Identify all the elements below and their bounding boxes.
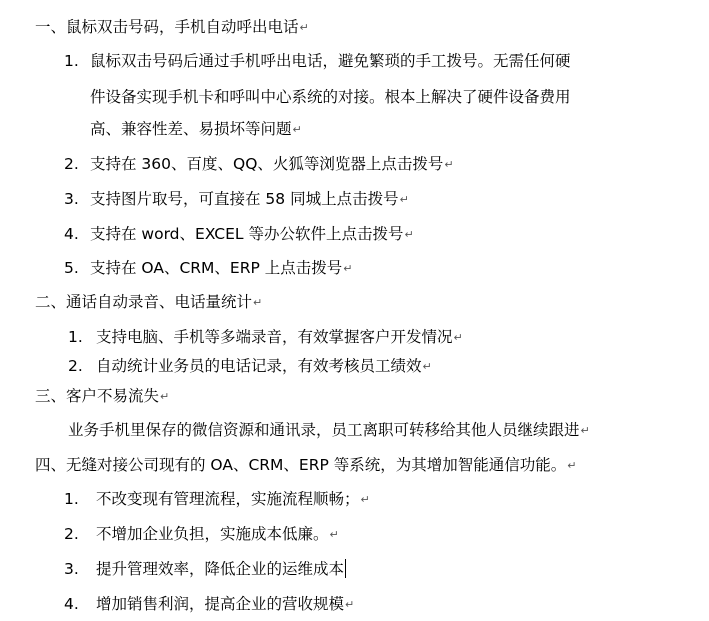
list-item-line	[96, 489, 370, 509]
body-paragraph	[68, 420, 590, 440]
body-text: 业务手机里保存的微信资源和通讯录，员工离职可转移给其他人员继续跟进	[68, 421, 580, 439]
list-item-text: 增加销售利润，提高企业的营收规模	[96, 595, 345, 613]
paragraph-mark-icon: ↵	[422, 360, 432, 373]
list-item-line	[96, 594, 354, 614]
section-1-heading	[35, 17, 309, 37]
paragraph-mark-icon: ↵	[399, 193, 409, 206]
paragraph-mark-icon: ↵	[253, 296, 263, 309]
list-number: 1.	[64, 52, 79, 70]
heading-text: 二、通话自动录音、电话量统计	[35, 293, 253, 311]
list-item-line	[96, 327, 463, 347]
list-item-line	[96, 356, 432, 376]
paragraph-mark-icon: ↵	[299, 21, 309, 34]
list-number: 2.	[64, 525, 79, 543]
list-number: 2.	[64, 155, 79, 173]
list-item-line	[90, 51, 571, 71]
list-item-text: 自动统计业务员的电话记录，有效考核员工绩效	[96, 357, 422, 375]
paragraph-mark-icon: ↵	[329, 528, 339, 541]
paragraph-mark-icon: ↵	[343, 262, 353, 275]
list-item-text: 支持在 OA、CRM、ERP 上点击拨号	[90, 259, 343, 277]
list-item-line	[96, 524, 339, 544]
list-number: 5.	[64, 259, 79, 277]
section-4-heading	[35, 455, 576, 475]
list-item-text: 支持在 word、EXCEL 等办公软件上点击拨号	[90, 225, 404, 243]
list-item-text: 支持图片取号，可直接在 58 同城上点击拨号	[90, 190, 399, 208]
section-3-heading	[35, 386, 169, 406]
list-number: 4.	[64, 595, 79, 613]
list-item-text: 高、兼容性差、易损坏等问题	[90, 120, 292, 138]
text-cursor	[345, 559, 346, 578]
paragraph-mark-icon: ↵	[567, 459, 577, 472]
paragraph-mark-icon: ↵	[160, 390, 170, 403]
list-item-line	[90, 154, 454, 174]
list-item-line	[90, 189, 409, 209]
list-number: 3.	[64, 560, 79, 578]
heading-text: 一、鼠标双击号码，手机自动呼出电话	[35, 18, 299, 36]
list-item-text: 支持在 360、百度、QQ、火狐等浏览器上点击拨号	[90, 155, 444, 173]
list-item-line	[90, 258, 352, 278]
heading-text: 四、无缝对接公司现有的 OA、CRM、ERP 等系统，为其增加智能通信功能。	[35, 456, 567, 474]
paragraph-mark-icon: ↵	[404, 228, 414, 241]
list-item-text: 不增加企业负担，实施成本低廉。	[96, 525, 329, 543]
paragraph-mark-icon: ↵	[453, 331, 463, 344]
list-item-text: 鼠标双击号码后通过手机呼出电话，避免繁琐的手工拨号。无需任何硬	[90, 52, 571, 70]
list-item-line	[90, 87, 571, 107]
list-number: 1.	[64, 490, 79, 508]
list-item-text: 不改变现有管理流程，实施流程顺畅；	[96, 490, 360, 508]
list-number: 1.	[68, 328, 83, 346]
section-2-heading	[35, 292, 262, 312]
list-item-line	[90, 119, 302, 139]
paragraph-mark-icon: ↵	[580, 424, 590, 437]
list-number: 2.	[68, 357, 83, 375]
list-number: 4.	[64, 225, 79, 243]
paragraph-mark-icon: ↵	[444, 158, 454, 171]
list-item-text: 支持电脑、手机等多端录音，有效掌握客户开发情况	[96, 328, 453, 346]
list-item-text: 件设备实现手机卡和呼叫中心系统的对接。根本上解决了硬件设备费用	[90, 88, 571, 106]
list-item-line	[96, 559, 346, 579]
paragraph-mark-icon: ↵	[292, 123, 302, 136]
heading-text: 三、客户不易流失	[35, 387, 160, 405]
list-item-line	[90, 224, 414, 244]
list-number: 3.	[64, 190, 79, 208]
paragraph-mark-icon: ↵	[360, 493, 370, 506]
paragraph-mark-icon: ↵	[345, 598, 355, 611]
list-item-text: 提升管理效率，降低企业的运维成本	[96, 560, 345, 578]
